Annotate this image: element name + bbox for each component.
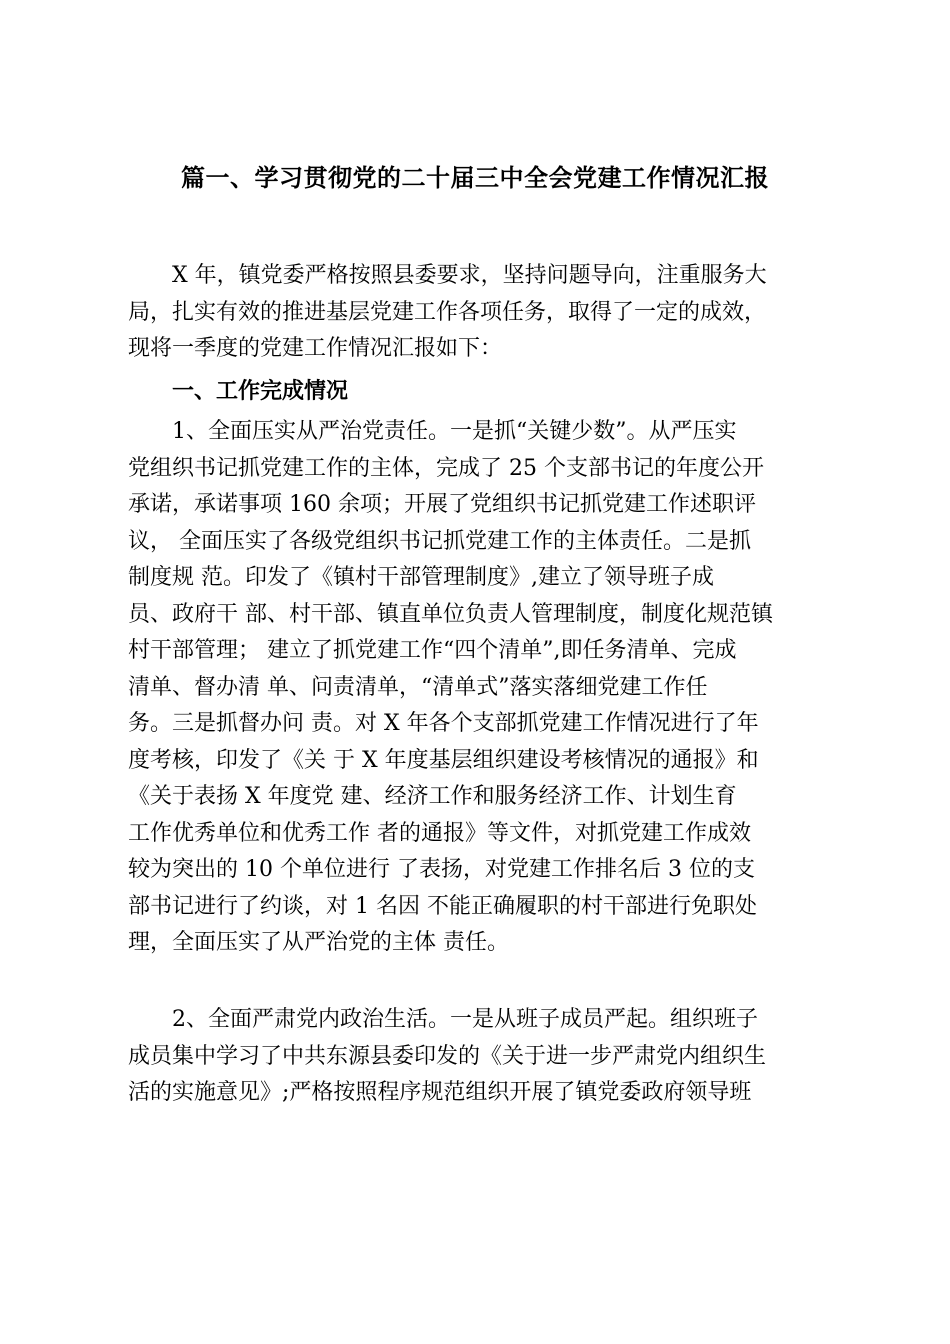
paragraph-line: 成员集中学习了中共东源县委印发的《关于进一步严肃党内组织生 [128,1043,767,1069]
paragraph-line: 部书记进行了约谈，对 1 名因 不能正确履职的村干部进行免职处 [128,893,757,919]
paragraph-line: 度考核，印发了《关 于 X 年度基层组织建设考核情况的通报》和 [128,747,759,773]
paragraph-responsibility [128,414,856,962]
paragraph-line: 局，扎实有效的推进基层党建工作各项任务，取得了一定的成效， [128,299,767,325]
paragraph-line: 承诺，承诺事项 160 余项；开展了党组织书记抓党建工作述职评 [128,492,756,517]
paragraph-line: 员、政府干 部、村干部、镇直单位负责人管理制度，制度化规范镇 [128,601,773,627]
paragraph-line: 1、全面压实从严治党责任。一是抓“关键少数”。从严压实 [172,419,737,444]
paragraph-line: 《关于表扬 X 年度党 建、经济工作和服务经济工作、计划生育 [128,784,737,809]
paragraph-line: 务。三是抓督办问 责。对 X 年各个支部抓党建工作情况进行了年 [128,711,759,736]
paragraph-line: 理，全面压实了从严治党的主体 责任。 [128,930,509,955]
paragraph-line: 现将一季度的党建工作情况汇报如下： [128,336,503,361]
paragraph-line: 清单、督办清 单、问责清单，“清单式”落实落细党建工作任 [128,674,708,700]
document-title: 篇一、学习贯彻党的二十届三中全会党建工作情况汇报 [181,164,769,192]
paragraph-political-life [128,1002,856,1112]
paragraph-line: 村干部管理； 建立了抓党建工作“四个清单”,即任务清单、完成 [128,638,737,663]
paragraph-line: 制度规 范。印发了《镇村干部管理制度》,建立了领导班子成 [128,565,714,590]
paragraph-line: 议， 全面压实了各级党组织书记抓党建工作的主体责任。二是抓 [128,528,751,554]
paragraph-line: 较为突出的 10 个单位进行 了表扬，对党建工作排名后 3 位的支 [128,857,755,882]
intro-paragraph [128,258,856,368]
paragraph-line: 工作优秀单位和优秀工作 者的通报》等文件，对抓党建工作成效 [128,820,751,846]
paragraph-line: 活的实施意见》;严格按照程序规范组织开展了镇党委政府领导班 [128,1080,752,1105]
paragraph-line: X 年，镇党委严格按照县委要求，坚持问题导向，注重服务大 [172,263,767,288]
section-heading: 一、工作完成情况 [172,379,349,404]
paragraph-line: 党组织书记抓党建工作的主体，完成了 25 个支部书记的年度公开 [128,455,764,481]
paragraph-line: 2、全面严肃党内政治生活。一是从班子成员严起。组织班子 [172,1007,758,1032]
